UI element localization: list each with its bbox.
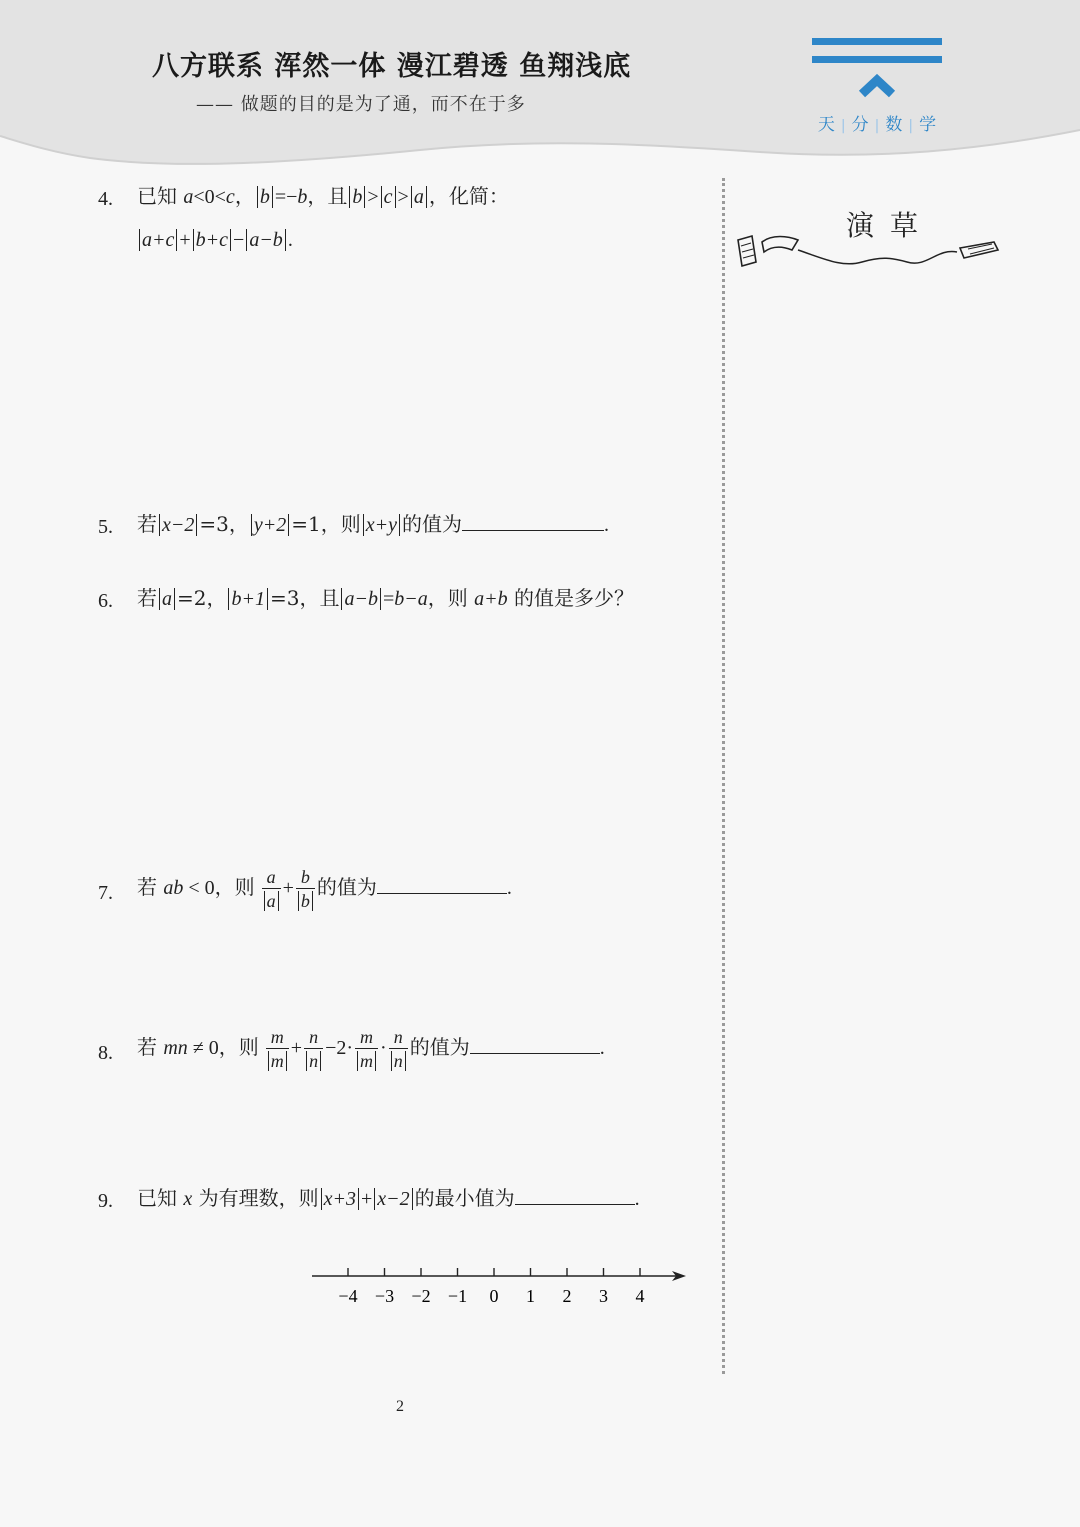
fraction (266, 1026, 289, 1073)
question-text: − (233, 229, 245, 251)
question-text: · (380, 1037, 387, 1060)
question-7 (137, 866, 512, 913)
question-8 (137, 1026, 605, 1073)
brand-name: 天 | 分 | 数 | 学 (817, 115, 937, 135)
number-line-tick-label: 0 (489, 1286, 499, 1306)
question-text: =1，则 (291, 512, 361, 536)
brand-char: 天 (817, 115, 835, 135)
fraction-denominator: n (391, 1051, 406, 1071)
answer-blank[interactable] (377, 893, 507, 894)
question-text: 的值为 (401, 512, 462, 536)
absolute-value: x+3 (321, 1188, 359, 1210)
absolute-value: a (411, 186, 427, 208)
header-submotto: —— 做题的目的是为了通，而不在于多 (196, 94, 526, 115)
question-text: . (603, 514, 609, 536)
fraction (389, 1026, 408, 1073)
question-text: + (179, 229, 191, 251)
question-5 (137, 514, 609, 535)
question-text: ≠ 0，则 (187, 1037, 259, 1060)
fraction-numerator: a (262, 866, 281, 889)
question-text: 的最小值为 (414, 1186, 515, 1210)
question-number: 4. (98, 188, 113, 210)
absolute-value: a−b (341, 588, 381, 610)
question-text: > (367, 186, 379, 208)
math-var: ab (163, 877, 184, 900)
question-number: 6. (98, 590, 113, 612)
question-text: =3， (199, 512, 249, 536)
fraction (262, 866, 281, 913)
question-text: . (287, 229, 293, 251)
fraction-numerator: m (355, 1026, 378, 1049)
question-text: + (290, 1037, 303, 1060)
column-divider (722, 178, 725, 1374)
fraction-denominator: m (357, 1051, 376, 1071)
question-text: 的值为 (316, 875, 377, 900)
absolute-value: x−2 (374, 1188, 412, 1210)
answer-blank[interactable] (462, 530, 604, 531)
question-number: 5. (98, 516, 113, 538)
absolute-value: x+y (363, 514, 400, 536)
fraction (355, 1026, 378, 1073)
math-var: a+b (474, 588, 508, 610)
question-text: > (397, 186, 409, 208)
absolute-value: b+1 (228, 588, 268, 610)
question-text: ，则 (427, 586, 475, 610)
question-text: ， (234, 184, 255, 208)
question-4-line-2 (137, 230, 293, 250)
fraction-numerator: m (266, 1026, 289, 1049)
number-line-tick-label: 1 (526, 1286, 535, 1306)
number-line (310, 1262, 700, 1312)
page-number: 2 (396, 1398, 404, 1415)
question-text: 已知 (137, 184, 184, 208)
number-line-tick-label: 4 (635, 1286, 645, 1306)
question-text: =3，且 (269, 586, 340, 610)
absolute-value: x−2 (159, 514, 197, 536)
question-text: 为有理数，则 (192, 1186, 319, 1210)
fraction-denominator: b (298, 891, 313, 911)
question-6 (137, 588, 634, 609)
fraction (296, 866, 315, 913)
absolute-value: a+c (139, 229, 177, 251)
fraction (304, 1026, 323, 1073)
absolute-value: b (349, 186, 365, 208)
absolute-value: y+2 (251, 514, 289, 536)
question-number: 7. (98, 882, 113, 904)
number-line-tick-label: −1 (447, 1286, 468, 1306)
question-text: ，化简： (428, 184, 509, 208)
brand-char: 学 (919, 115, 937, 135)
draft-title: 演草 (846, 209, 935, 242)
fraction-numerator: n (389, 1026, 408, 1049)
question-text: 已知 (137, 1186, 184, 1210)
question-number: 8. (98, 1042, 113, 1064)
absolute-value: b+c (193, 229, 231, 251)
number-line-tick-label: −2 (411, 1286, 431, 1306)
question-text: 若 (137, 512, 157, 536)
math-var: a (183, 186, 194, 208)
question-text: < 0，则 (183, 877, 255, 900)
question-text: −2· (325, 1037, 354, 1060)
question-text: . (634, 1188, 640, 1210)
question-text: . (506, 877, 512, 900)
question-text: 的值为 (409, 1035, 470, 1060)
question-text: 若 (137, 586, 157, 610)
fraction-denominator: n (306, 1051, 321, 1071)
math-var: mn (163, 1037, 188, 1060)
question-9 (137, 1188, 640, 1209)
question-text: 的值是多少？ (507, 586, 634, 610)
question-text: 若 (137, 1035, 164, 1060)
math-var: b−a (394, 588, 428, 610)
question-number: 9. (98, 1190, 113, 1212)
number-line-tick-label: 3 (599, 1286, 608, 1306)
absolute-value: a−b (246, 229, 286, 251)
question-text: <0< (193, 186, 226, 208)
question-text: =2， (177, 586, 227, 610)
question-text: + (282, 877, 294, 900)
fraction-numerator: n (304, 1026, 323, 1049)
header-motto: 八方联系 浑然一体 漫江碧透 鱼翔浅底 (152, 51, 632, 82)
fraction-denominator: a (264, 891, 279, 911)
math-var: b (297, 186, 308, 208)
question-text: = (382, 588, 395, 610)
brand-char: 数 (885, 115, 903, 135)
pencil-and-paper-icon (732, 228, 1002, 273)
page-header (0, 0, 1080, 180)
answer-blank[interactable] (515, 1204, 635, 1205)
question-text: . (599, 1037, 605, 1060)
math-var: c (225, 186, 235, 208)
number-line-tick-label: −3 (374, 1286, 395, 1306)
number-line-tick-label: −4 (338, 1286, 358, 1306)
absolute-value: a (159, 588, 175, 610)
answer-blank[interactable] (470, 1053, 600, 1054)
brand-char: 分 (851, 115, 869, 135)
absolute-value: b (257, 186, 273, 208)
question-text: + (360, 1188, 373, 1210)
question-text: 若 (137, 875, 164, 900)
question-text: ，且 (307, 184, 348, 208)
math-var: x (183, 1188, 193, 1210)
absolute-value: c (381, 186, 396, 208)
fraction-denominator: m (268, 1051, 287, 1071)
number-line-tick-label: 2 (562, 1286, 572, 1306)
fraction-numerator: b (296, 866, 315, 889)
question-4-line-1 (137, 186, 509, 207)
question-text: =− (274, 186, 298, 208)
